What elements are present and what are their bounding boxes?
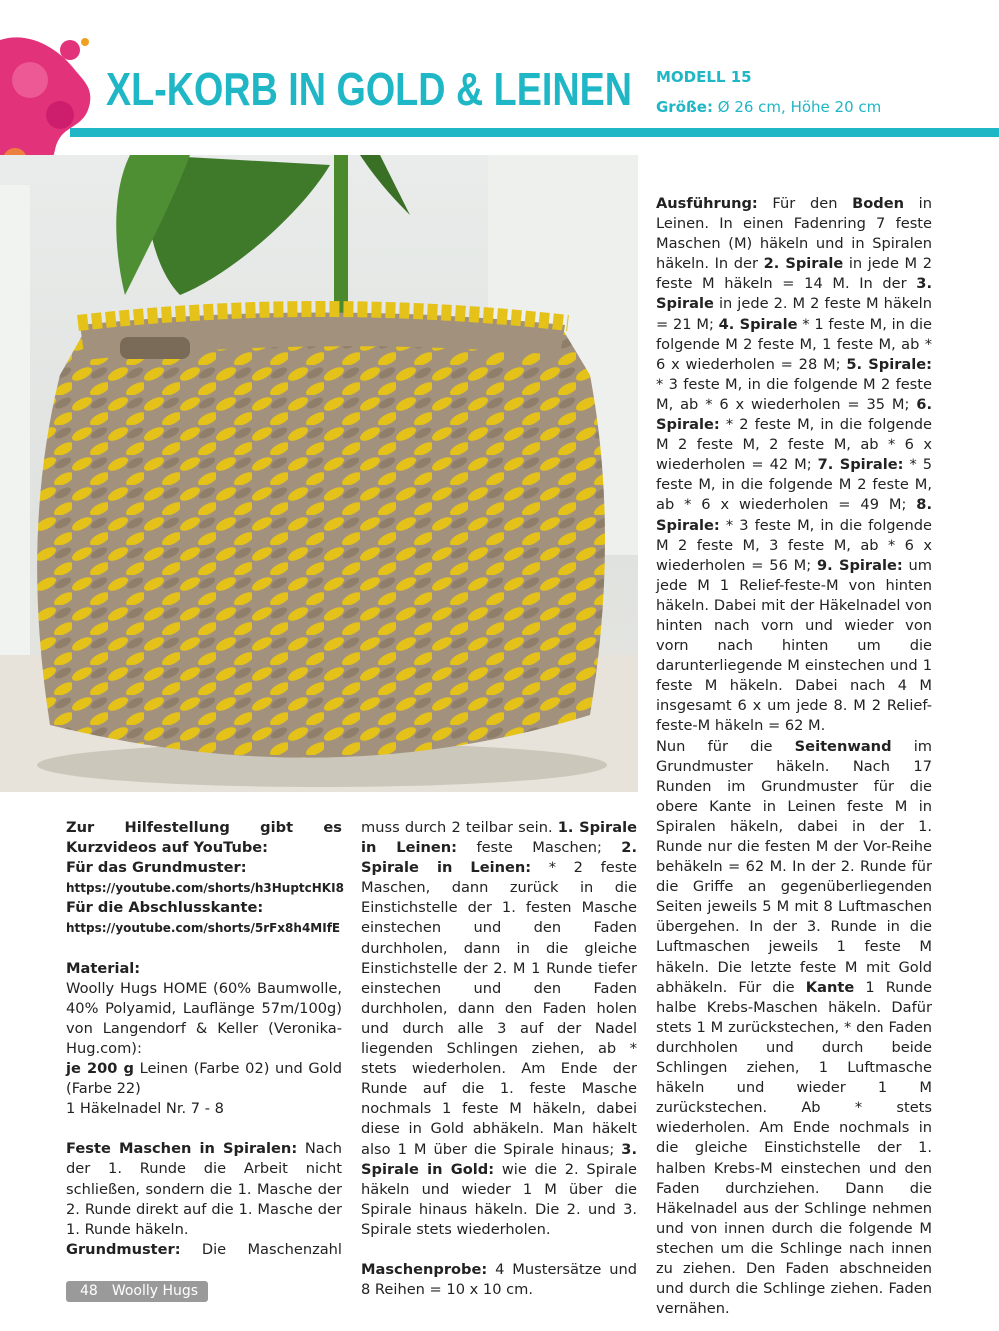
text-run: * 3 feste M, in die folgende M 2 feste M, ab * 6 x wiederholen = 35 M; xyxy=(656,375,932,413)
bold-run: 4. Spirale xyxy=(718,315,798,333)
abschluss-video-link[interactable]: https://youtube.com/shorts/5rFx8h4MIfE xyxy=(66,921,341,936)
bold-run: 5. Spirale: xyxy=(846,355,932,373)
grundmuster-label-text: Für das Grundmuster: xyxy=(66,859,247,877)
text-run: * 2 feste Maschen, dann zurück in die Einstichstelle der 1. festen Masche einstechen und den Faden durchholen, dann in die gleiche Einstichstelle der 2. M 1 Runde tiefer einstechen und den Faden durchholen, dann den Faden holen und durch alle 3 auf der Nadel liegenden Schlingen ziehen, ab * stets wiederholen. Am Ende der Runde auf die 1. feste Masche nochmals 1 feste M häkeln, dabei diese in Gold abhäkeln. Man häkelt also 1 M über die Spirale hinaus; xyxy=(361,859,638,1158)
amount-text: Leinen (Farbe 02) und Gold (Farbe 22) xyxy=(66,1060,342,1098)
sidewall-instructions xyxy=(656,737,932,1320)
header-rule xyxy=(70,128,999,137)
material-heading-text: Material: xyxy=(66,959,141,977)
page-title: XL-KORB IN GOLD & LEINEN xyxy=(106,63,632,115)
material-heading xyxy=(66,959,342,979)
grundmuster-bold: Grundmuster: xyxy=(66,1240,181,1258)
left-text-column xyxy=(66,818,342,1260)
grundmuster-text: Die Maschenzahl xyxy=(180,1240,342,1258)
grundmuster-instructions xyxy=(361,818,637,1240)
text-run: wie die 2. Spirale häkeln und wieder 1 M über die Spirale hinaus häkeln. Die 2. und 3. Spirale stets wiederholen. xyxy=(361,1160,637,1238)
bold-run: Kante xyxy=(805,978,855,996)
grundmuster-video-link[interactable]: https://youtube.com/shorts/h3HuptcHKI8 xyxy=(66,881,344,896)
text-run: im Grundmuster häkeln. Nach 17 Runden im Grundmuster für die obere Kante in Leinen feste M in Spiralen häkeln, dabei in der 1. Runde nur die festen M der Vor-Reihe behäkeln = 62 M. In der 2. Runde für die Griffe an gegenüberliegenden Seiten jeweils 5 M mit 8 Luftmaschen übergehen. In der 3. Runde in die Luftmaschen jeweils 1 feste M häkeln. Die letzte feste M mit Gold abhäkeln. Für die xyxy=(656,737,932,996)
middle-text-column xyxy=(361,818,637,1300)
video-intro xyxy=(66,818,342,858)
size-info xyxy=(656,98,881,116)
text-run: feste Maschen; xyxy=(457,839,622,857)
bold-run: 8. Spirale: xyxy=(656,496,932,534)
bold-run: 3. Spirale in Gold: xyxy=(361,1140,637,1178)
text-run: * 5 feste M, in die folgende M 2 feste M, ab * 6 x wiederholen = 49 M; xyxy=(656,456,932,514)
gauge-bold: Maschenprobe: xyxy=(361,1260,488,1278)
page-number: 48 xyxy=(80,1283,98,1299)
text-run: um jede M 1 Relief-feste-M von hinten häkeln. Dabei mit der Häkelnadel von hinten nach vorn und wieder von vorn nach hinten um die darunterliegende M einstechen und 1 feste M häkeln. Dabei nach 4 M insgesamt 6 x um jede 8. M 2 Relief-feste-M häkeln = 62 M. xyxy=(656,556,932,735)
bold-run: Ausführung: xyxy=(656,195,758,212)
text-run: * 1 feste M, in die folgende M 2 feste M, 1 feste M, ab * 6 x wiederholen = 28 M; xyxy=(656,315,932,373)
spiral-instructions xyxy=(66,1139,342,1239)
bold-run: 7. Spirale: xyxy=(817,456,904,474)
text-run: * 3 feste M, in die folgende M 2 feste M, 3 feste M, ab * 6 x wiederholen = 56 M; xyxy=(656,516,932,574)
text-run: Für den xyxy=(757,195,853,212)
page-footer xyxy=(66,1281,208,1302)
text-run: Nun für die xyxy=(656,737,795,755)
bold-run: 2. Spirale xyxy=(763,255,844,273)
amount-bold: je 200 g xyxy=(66,1060,134,1078)
bold-run: Seitenwand xyxy=(794,737,892,755)
abschluss-label-text: Für die Abschlusskante: xyxy=(66,899,264,917)
material-amount xyxy=(66,1059,342,1099)
spiral-text: Nach der 1. Runde die Arbeit nicht schließen, sondern die 1. Masche der 2. Runde direkt auf die 1. Masche der 1. Runde häkeln. xyxy=(66,1140,343,1238)
bold-run: 6. Spirale: xyxy=(656,395,932,434)
magazine-name: Woolly Hugs xyxy=(111,1283,199,1299)
size-value: Ø 26 cm, Höhe 20 cm xyxy=(712,98,882,116)
grundmuster-intro xyxy=(66,1240,342,1260)
execution-instructions xyxy=(656,194,932,737)
gauge-text: 4 Mustersätze und 8 Reihen = 10 x 10 cm. xyxy=(361,1260,637,1299)
grundmuster-video-label xyxy=(66,858,342,878)
size-label: Größe: xyxy=(656,98,713,116)
bold-run: 9. Spirale: xyxy=(817,556,903,574)
bold-run: 1. Spirale in Leinen: xyxy=(361,819,637,857)
material-text: Woolly Hugs HOME (60% Baumwolle, 40% Polyamid, Lauflänge 57m/100g) von Langendorf & Keller (Veronika-Hug.com): xyxy=(66,979,342,1057)
text-run: 1 Runde halbe Krebs-Maschen häkeln. Dafür stets 1 M zurückstechen, * den Faden durchholen und durch beide Schlingen ziehen, 1 Luftmasche häkeln und wieder 1 M zurückstechen. Ab * stets wiederholen. Am Ende nochmals in die gleiche Einstichstelle der 1. halben Krebs-M einstechen und den Faden durchziehen. Dann die Häkelnadel aus der Schlinge nehmen und von innen durch die folgende M stechen um die Schlinge nach innen zu ziehen. Den Faden abschneiden und durch die Schlinge ziehen. Faden vernähen. xyxy=(656,978,932,1318)
abschluss-video-label xyxy=(66,898,342,918)
text-run: * 2 feste M, in die folgende M 2 feste M, 2 feste M, ab * 6 x wiederholen = 42 M; xyxy=(656,416,932,474)
crochet-basket-photo xyxy=(0,155,638,792)
spiral-bold: Feste Maschen in Spiralen: xyxy=(66,1140,298,1158)
model-number: MODELL 15 xyxy=(656,68,752,86)
text-run: in Leinen. In einen Fadenring 7 feste Maschen (M) häkeln und in Spiralen häkeln. In der xyxy=(656,195,932,273)
text-run: muss durch 2 teilbar sein. xyxy=(361,819,558,836)
text-run: in jede M 2 feste M häkeln = 14 M. In der xyxy=(656,255,933,293)
gauge-info xyxy=(361,1260,637,1300)
video-intro-text: Zur Hilfestellung gibt es Kurzvideos auf YouTube: xyxy=(66,819,342,857)
text-run: in jede 2. M 2 feste M häkeln = 21 M; xyxy=(656,295,932,333)
bold-run: Boden xyxy=(852,195,905,212)
needle-info: 1 Häkelnadel Nr. 7 - 8 xyxy=(66,1100,224,1118)
bold-run: 2. Spirale in Leinen: xyxy=(361,839,637,877)
right-text-column xyxy=(656,194,932,1319)
bold-run: 3. Spirale xyxy=(656,275,932,313)
